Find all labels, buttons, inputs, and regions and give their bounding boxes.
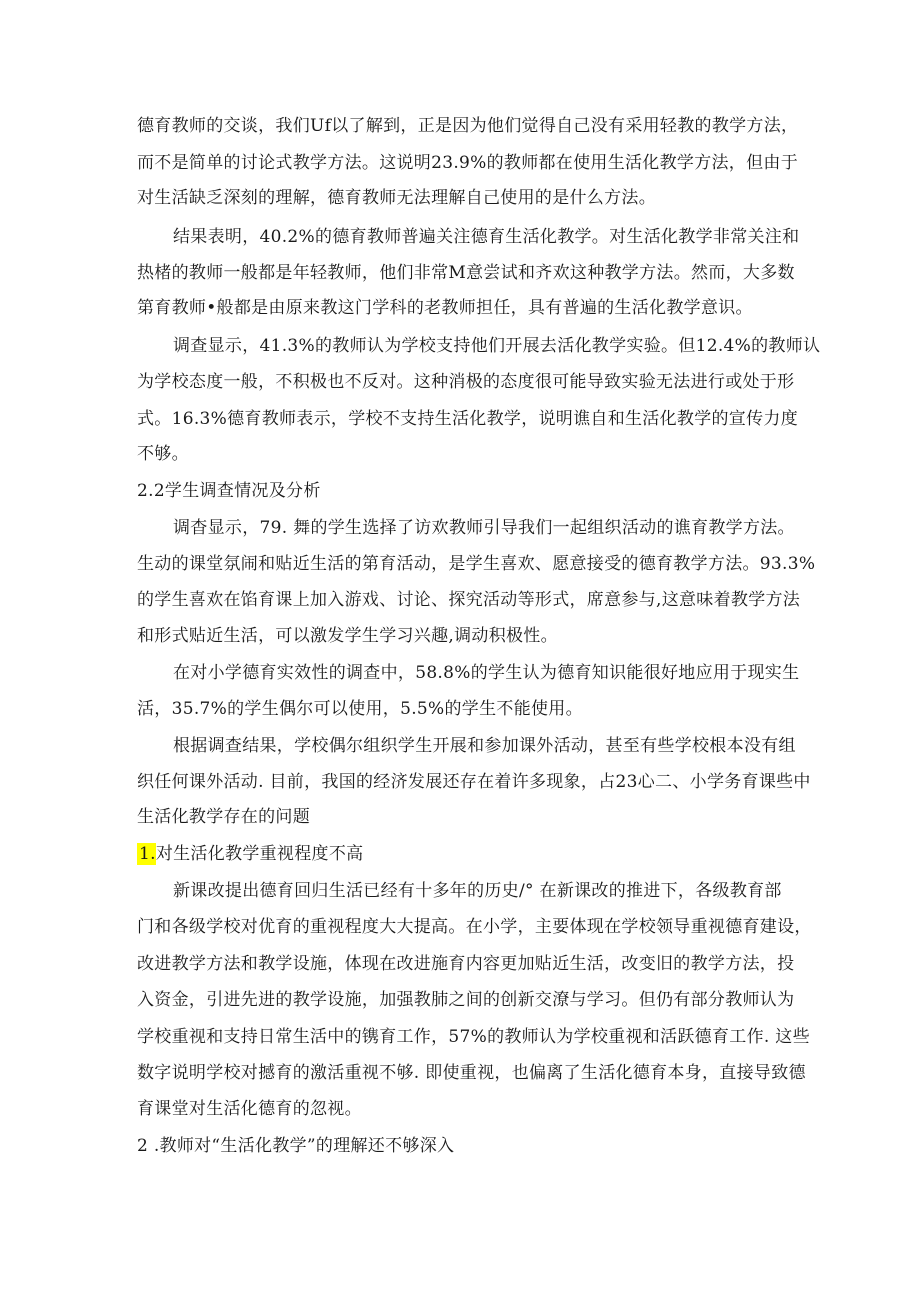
- paragraph-line: 对生活缺乏深刻的理解，德育教师无法理解自己使用的是什么方法。: [137, 188, 656, 208]
- paragraph-line: 而不是简单的讨论式教学方法。这说明23.9%的教师都在使用生活化教学方法，但由于: [137, 153, 799, 173]
- paragraph-line: 学校重视和支持日常生活中的镌育工作，57%的教师认为学校重视和活跃德育工作. 这些: [137, 1027, 810, 1047]
- highlighted-section-number: 1.: [139, 844, 156, 864]
- paragraph-line: 入资金，引进先进的教学设施，加强教肺之间的创新交潦与学习。但仍有部分教师认为: [137, 990, 795, 1010]
- section-heading-text: 对生活化教学重视程度不高: [155, 844, 364, 864]
- paragraph-line: 调杳显示，79. 舞的学生选择了访欢教师引导我们一起组织活动的谯育教学方法。: [173, 518, 795, 538]
- paragraph-line: 数字说明学校对撼育的激活重视不够. 即使重视，也偏离了生活化德育本身，直接导致德: [137, 1063, 806, 1083]
- paragraph-line: 根据调查结果，学校偶尔组织学生开展和参加课外活动，甚至有些学校根本没有组: [173, 736, 796, 756]
- paragraph-line: 德育教师的交谈，我们Uf以了解到，正是因为他们觉得自己没有采用轻教的教学方法，: [137, 116, 799, 136]
- paragraph-line: 新课改提出德育回归生活已经有十多年的历史/° 在新课改的推进下，各级教育部: [173, 881, 782, 901]
- paragraph-line: 育课堂对生活化德育的忽视。: [137, 1099, 362, 1119]
- paragraph-line: 和形式贴近生活，可以激发学生学习兴趣,调动积极性。: [137, 626, 558, 646]
- paragraph-line: 为学校态度一般，不积极也不反对。这种消极的态度很可能导致实验无法进行或处于形: [137, 372, 795, 392]
- section-heading: [137, 843, 363, 865]
- paragraph-line: 在对小学德育实效性的调查中，58.8%的学生认为德育知识能很好地应用于现实生: [173, 663, 800, 683]
- paragraph-line: 生活化教学存在的问题: [137, 807, 310, 827]
- paragraph-line: 门和各级学校对优育的重视程度大大提高。在小学，主要体现在学校领导重视德育建设，: [137, 917, 812, 937]
- paragraph-line: 改进教学方法和教学设施，体现在改进施育内容更加贴近生活，改变旧的教学方法，投: [137, 954, 795, 974]
- paragraph-line: 生动的课堂氛闹和贴近生活的第育活动，是学生喜欢、愿意接受的德育教学方法。93.3%: [137, 554, 816, 574]
- paragraph-line: 第育教师•般都是由原来教这门学科的老教师担任，具有普遍的生活化教学意识。: [137, 298, 753, 318]
- paragraph-line: 热楮的教师一般都是年轻教师，他们非常M意尝试和齐欢这种教学方法。然而，大多数: [137, 263, 795, 283]
- paragraph-line: 结果表明，40.2%的德育教师普遍关注德育生活化教学。对生活化教学非常关注和: [173, 227, 800, 247]
- paragraph-line: 式。16.3%德育教师表示，学校不支持生活化教学，说明谯自和生活化教学的宣传力度: [137, 409, 799, 429]
- section-heading: 2 .教师对“生活化教学”的理解还不够深入: [137, 1136, 455, 1156]
- paragraph-line: 的学生喜欢在馅育课上加入游戏、讨论、探究活动等形式，席意参与,这意味着教学方法: [137, 590, 801, 610]
- section-heading: 2.2学生调查情况及分析: [137, 481, 321, 501]
- paragraph-line: 活，35.7%的学生偶尔可以使用，5.5%的学生不能使用。: [137, 699, 583, 719]
- paragraph-line: 调查显示，41.3%的教师认为学校支持他们开展去活化教学实验。但12.4%的教师认: [173, 336, 821, 356]
- paragraph-line: 织任何课外活动. 目前，我国的经济发展还存在着许多现象，占23心二、小学务育课些中: [137, 772, 811, 792]
- paragraph-line: 不够。: [137, 444, 189, 464]
